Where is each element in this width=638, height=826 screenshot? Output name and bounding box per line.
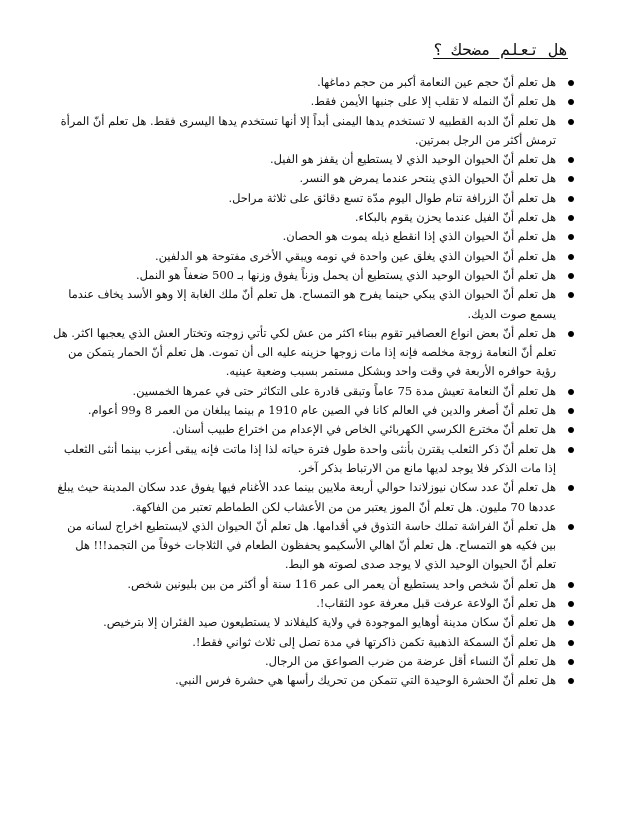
facts-list [52, 73, 576, 691]
bullet-icon [568, 582, 574, 588]
bullet-icon [568, 389, 574, 395]
fact-text: هل تعلم أنّ أصغر والدين في العالم كانا في الصين عام 1910 م بينما يبلغان من العمر 8 و99 أعوام. [87, 403, 556, 418]
bullet-icon [568, 331, 574, 337]
fact-item [52, 478, 576, 517]
fact-text: هل تعلم أنّ الفيل عندما يحزن يقوم بالبكاء. [354, 210, 556, 225]
fact-item [52, 420, 576, 439]
bullet-icon [568, 215, 574, 221]
bullet-icon [568, 447, 574, 453]
bullet-icon [568, 640, 574, 646]
fact-item [52, 169, 576, 188]
fact-text: هل تعلم أنّ الحشرة الوحيدة التي تتمكن من تحريك رأسها هي حشرة فرس النبي. [175, 673, 556, 688]
fact-item [52, 671, 576, 690]
bullet-icon [568, 99, 574, 105]
bullet-icon [568, 659, 574, 665]
bullet-icon [568, 157, 574, 163]
bullet-icon [568, 620, 574, 626]
fact-item [52, 247, 576, 266]
fact-text: هل تعلم أنّ الحيوان الوحيد الذي يستطيع أن يحمل وزناً يفوق وزنها بـ 500 ضعفاً هو النمل. [136, 267, 556, 282]
fact-item [52, 382, 576, 401]
fact-item [52, 575, 576, 594]
fact-item [52, 401, 576, 420]
fact-item [52, 189, 576, 208]
bullet-icon [568, 408, 574, 414]
bullet-icon [568, 485, 574, 491]
fact-item [52, 73, 576, 92]
fact-item [52, 227, 576, 246]
fact-item [52, 92, 576, 111]
bullet-icon [568, 196, 574, 202]
bullet-icon [568, 254, 574, 260]
bullet-icon [568, 292, 574, 298]
fact-text: هل تعلم أنّ الحيوان الذي إذا انقطع ذيله يموت هو الحصان. [282, 229, 556, 244]
bullet-icon [568, 273, 574, 279]
bullet-icon [568, 427, 574, 433]
fact-text: هل تعلم أنّ الحيوان الوحيد الذي لا يستطيع أن يقفز هو الفيل. [270, 152, 556, 167]
fact-item [52, 517, 576, 575]
fact-text: هل تعلم أنّ عدد سكان نيوزلاندا حوالي أربعة ملايين بينما عدد الأغنام فيها يفوق عدد سكان المدينة حيث يبلغ عددها 70 مليون. هل تعلم أنّ الموز يعتبر من من الأعشاب لكن الطماطم تعتبر من الفاكهة. [57, 480, 556, 514]
fact-item [52, 208, 576, 227]
bullet-icon [568, 234, 574, 240]
bullet-icon [568, 119, 574, 125]
fact-text: هل تعلم أنّ السمكة الذهبية تكمن ذاكرتها في مدة تصل إلى ثلاث ثواني فقط!. [192, 634, 556, 649]
fact-item [52, 266, 576, 285]
fact-text: هل تعلم أنّ سكان مدينة أوهايو الموجودة في ولاية كليفلاند لا يستطيعون صيد الفئران إلا بترخيص. [103, 615, 556, 630]
fact-item [52, 594, 576, 613]
fact-text: هل تعلم أنّ النمله لا تقلب إلا على جنبها الأيمن فقط. [310, 94, 556, 109]
fact-text: هل تعلم أنّ شخص واحد يستطيع أن يعمر الى عمر 116 سنة أو أكثر من بين بليونين شخص. [127, 576, 556, 591]
fact-text: هل تعلم أنّ الحيوان الذي يبكي حينما يفرح هو التمساح. هل تعلم أنّ ملك الغابة إلا وهو الأسد يخاف عندما يسمع صوت الديك. [68, 287, 556, 321]
fact-text: هل تعلم أنّ حجم عين النعامة أكبر من حجم دماغها. [317, 75, 556, 89]
fact-text: هل تعلم أنّ النعامة تعيش مدة 75 عاماً وتبقى قادرة على التكاثر حتى في عمرها الخمسين. [132, 383, 556, 398]
fact-text: هل تعلم أنّ الزرافة تنام طوال اليوم مدّة تسع دقائق على ثلاثة مراحل. [228, 190, 556, 205]
fact-text: هل تعلم أنّ النساء أقل عرضة من ضرب الصواعق من الرجال. [265, 653, 556, 668]
bullet-icon [568, 678, 574, 684]
fact-text: هل تعلم أنّ الفراشة تملك حاسة التذوق في أقدامها. هل تعلم أنّ الحيوان الذي لايستطيع اخراج لسانه من بين فكيه هو التمساح. هل تعلم أنّ اهالي الأسكيمو يحفظون الطعام في الثلاجات خوفاً من التجمد!!! هل تعلم أنّ الحيوان الوحيد الذي لا يوجد صدى لصوته هو البط. [67, 518, 556, 572]
fact-item [52, 324, 576, 382]
page-title: هل تعلم مضحك ؟ [433, 40, 568, 59]
fact-text: هل تعلم أنّ ذكر الثعلب يقترن بأنثى واحدة طول فترة حياته لذا إذا ماتت فإنه يبقى أعزب بينما أنثى الثعلب إذا مات الذكر فلا يوجد لديها مانع من الارتباط بذكر آخر. [63, 441, 556, 475]
fact-item [52, 613, 576, 632]
fact-item [52, 652, 576, 671]
bullet-icon [568, 601, 574, 607]
fact-item [52, 440, 576, 479]
fact-text: هل تعلم أنّ بعض انواع العصافير تقوم ببناء اكثر من عش لكي تأتي زوجته وتختار العش الذي يعجبها اكثر. هل تعلم أنّ النعامة زوجة مخلصه فإنه إذا مات زوجها حزينه عليه الى أن تموت. هل تعلم أنّ الحمار يتمكن من رؤية حوافره الأربعة في وقت واحد وبشكل مستمر بسبب وضعية عينيه. [52, 325, 556, 379]
fact-text: هل تعلم أنّ الحيوان الذي ينتحر عندما يمرض هو النسر. [299, 171, 556, 186]
bullet-icon [568, 80, 574, 86]
bullet-icon [568, 176, 574, 182]
fact-text: هل تعلم أنّ الحيوان الذي يغلق عين واحدة في نومه ويبقي الأخرى مفتوحة هو الدلفين. [154, 248, 556, 263]
fact-item [52, 112, 576, 151]
fact-text: هل تعلم أنّ مخترع الكرسي الكهربائي الخاص في الإعدام من اختراع طبيب أسنان. [172, 422, 556, 437]
fact-item [52, 285, 576, 324]
fact-text: هل تعلم أنّ الولاعة عرفت قبل معرفة عود الثقاب!. [316, 596, 556, 611]
fact-text: هل تعلم أنّ الدبه القطبيه لا تستخدم يدها اليمنى أبداً إلا أنها تستخدم يدها اليسرى فقط. هل تعلم أنّ المرأة ترمش أكثر من الرجل بمرتين. [60, 113, 556, 147]
bullet-icon [568, 524, 574, 530]
fact-item [52, 150, 576, 169]
fact-item [52, 633, 576, 652]
